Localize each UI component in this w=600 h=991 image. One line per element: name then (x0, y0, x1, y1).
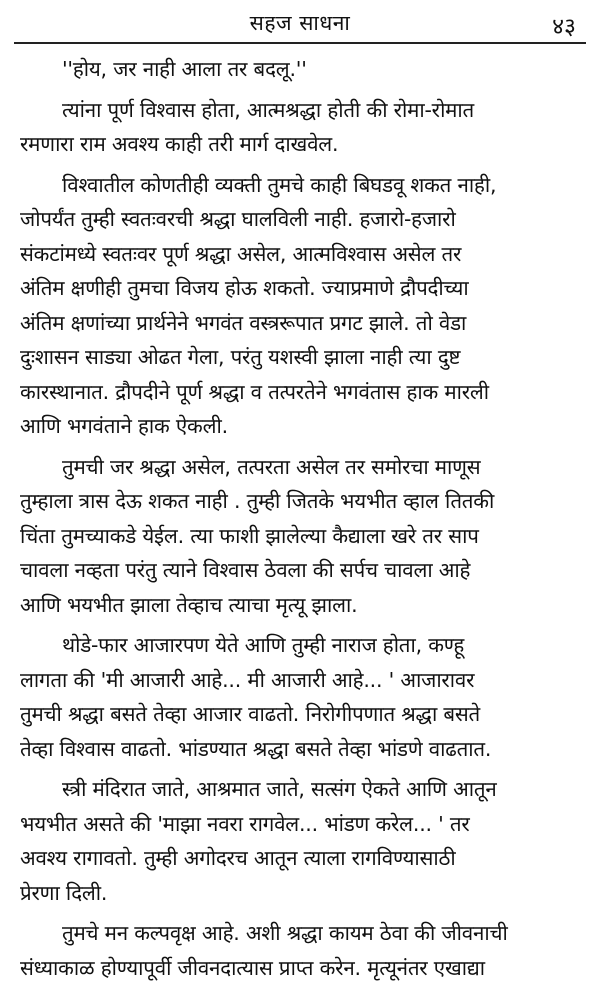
text-line: दुःशासन साड्या ओढत गेला, परंतु यशस्वी झाला नाही त्या दुष्ट (20, 345, 461, 369)
text-line: अंतिम क्षणीही तुमचा विजय होऊ शकतो. ज्याप्रमाणे द्रौपदीच्या (20, 276, 469, 300)
text-line: आणि भयभीत झाला तेव्हाच त्याचा मृत्यू झाला. (20, 592, 358, 617)
text-line: तेव्हा विश्वास वाढतो. भांडण्यात श्रद्धा बसते तेव्हा भांडणे वाढतात. (20, 736, 492, 761)
running-header (14, 0, 586, 46)
text-line: अंतिम क्षणांच्या प्रार्थनेने भगवंत वस्त्ररूपात प्रगट झाले. तो वेडा (20, 310, 467, 335)
text-line: चावला नव्हता परंतु त्याने विश्वास ठेवला की सर्पच चावला आहे (20, 558, 471, 582)
text-line: लागता की 'मी आजारी आहे... मी आजारी आहे... ' आजारावर (20, 667, 475, 692)
paragraph (20, 93, 586, 162)
page-number: ४३ (552, 14, 576, 40)
text-line: आणि भगवंताने हाक ऐकली. (20, 414, 228, 438)
paragraph (20, 168, 586, 444)
header-title: सहज साधना (249, 11, 351, 35)
paragraph (20, 628, 586, 766)
text-line: प्रेरणा दिली. (20, 880, 108, 905)
text-line: चिंता तुमच्याकडे येईल. त्या फाशी झालेल्या कैद्याला खरे तर साप (20, 523, 479, 548)
text-line: विश्वातील कोणतीही व्यक्ती तुमचे काही बिघडवू शकत नाही, (62, 172, 497, 197)
paragraph (20, 772, 586, 910)
header-rule (14, 42, 586, 44)
text-line: रमणारा राम अवश्य काही तरी मार्ग दाखवेल. (20, 132, 339, 156)
text-line: संकटांमध्ये स्वतःवर पूर्ण श्रद्धा असेल, आत्मविश्वास असेल तर (20, 241, 462, 266)
text-line: स्त्री मंदिरात जाते, आश्रमात जाते, सत्संग ऐकते आणि आतून (62, 777, 497, 801)
paragraph (20, 52, 586, 87)
text-line: संध्याकाळ होण्यापूर्वी जीवनदात्यास प्राप्त करेन. मृत्यूनंतर एखाद्या (20, 955, 485, 980)
text-line: त्यांना पूर्ण विश्वास होता, आत्मश्रद्धा होती की रोमा-रोमात (62, 97, 475, 122)
text-line: तुमची श्रद्धा बसते तेव्हा आजार वाढतो. निरोगीपणात श्रद्धा बसते (20, 702, 481, 726)
text-line: अवश्य रागावतो. तुम्ही अगोदरच आतून त्याला रागविण्यासाठी (20, 846, 456, 870)
text-line: भयभीत असते की 'माझा नवरा रागवेल... भांडण करेल... ' तर (20, 811, 470, 836)
text-line: थोडे-फार आजारपण येते आणि तुम्ही नाराज होता, कण्हू (62, 633, 465, 657)
text-line: जोपर्यंत तुम्ही स्वतःवरची श्रद्धा घालविली नाही. हजारो-हजारो (20, 207, 456, 231)
paragraph (20, 450, 586, 623)
text-line: ''होय, जर नाही आला तर बदलू.'' (62, 57, 307, 81)
text-line: तुम्हाला त्रास देऊ शकत नाही . तुम्ही जितके भयभीत व्हाल तितकी (20, 489, 495, 513)
text-line: कारस्थानात. द्रौपदीने पूर्ण श्रद्धा व तत्परतेने भगवंतास हाक मारली (20, 379, 489, 404)
paragraph (20, 916, 586, 985)
body-text (20, 52, 586, 991)
text-line: तुमचे मन कल्पवृक्ष आहे. अशी श्रद्धा कायम ठेवा की जीवनाची (62, 921, 508, 945)
text-line: तुमची जर श्रद्धा असेल, तत्परता असेल तर समोरचा माणूस (62, 454, 481, 479)
